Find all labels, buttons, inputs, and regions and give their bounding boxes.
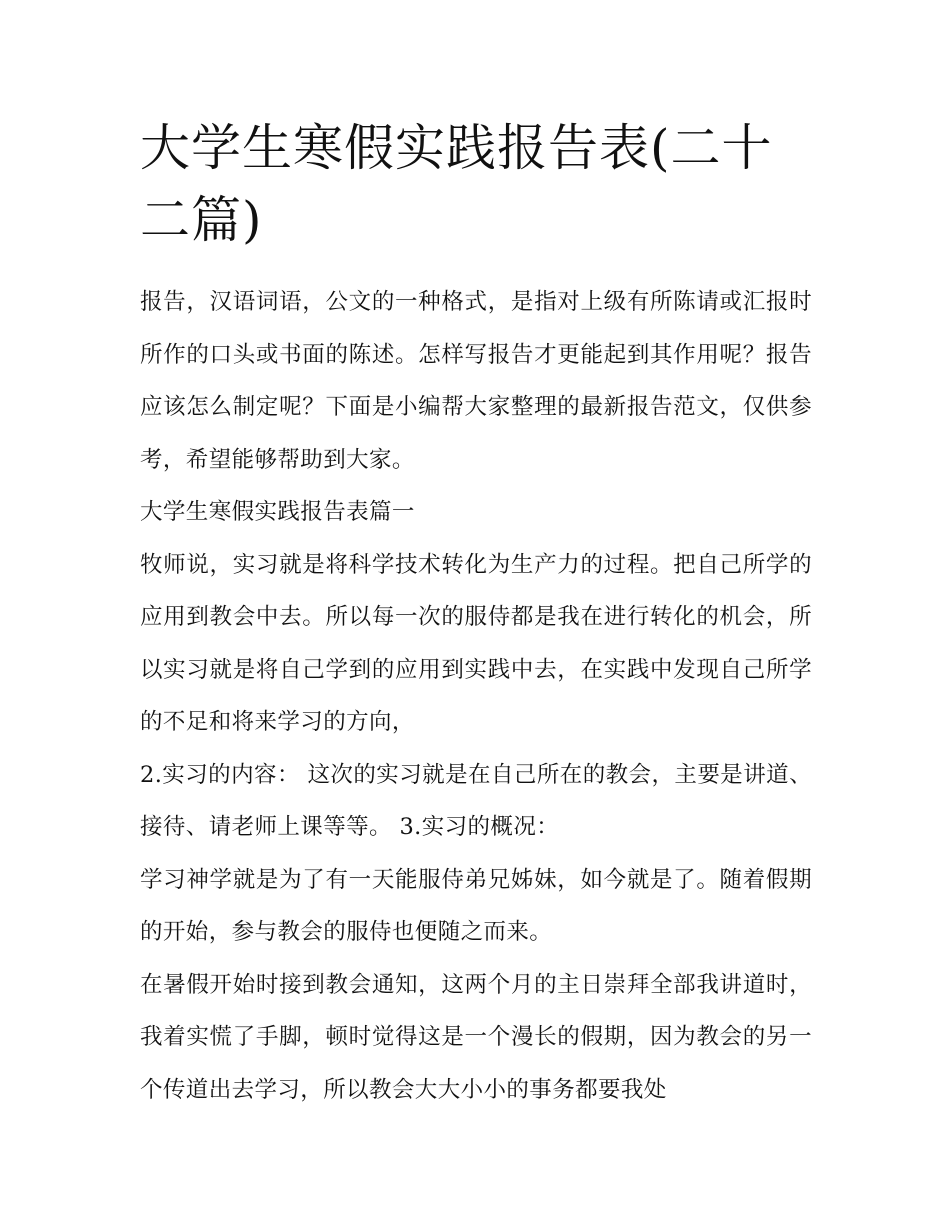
section-heading: 大学生寒假实践报告表篇一 bbox=[140, 499, 415, 525]
intro-paragraph: 报告，汉语词语，公文的一种格式，是指对上级有所陈请或汇报时所作的口头或书面的陈述。怎样写报告才更能起到其作用呢？报告应该怎么制定呢？下面是小编帮大家整理的最新报告范文，仅供参考，希望能够帮助到大家。 bbox=[140, 289, 812, 473]
body-paragraph: 2.实习的内容： 这次的实习就是在自己所在的教会，主要是讲道、接待、请老师上课等等。 3.实习的概况： bbox=[140, 761, 812, 840]
body-paragraph: 牧师说，实习就是将科学技术转化为生产力的过程。把自己所学的应用到教会中去。所以每一次的服侍都是我在进行转化的机会，所以实习就是将自己学到的应用到实践中去，在实践中发现自己所学的不足和将来学习的方向， bbox=[140, 551, 812, 735]
body-paragraph: 在暑假开始时接到教会通知，这两个月的主日崇拜全部我讲道时，我着实慌了手脚，顿时觉得这是一个漫长的假期，因为教会的另一个传道出去学习，所以教会大大小小的事务都要我处 bbox=[140, 971, 812, 1103]
document-content bbox=[140, 112, 812, 1116]
document-body bbox=[140, 276, 812, 1116]
document-title: 大学生寒假实践报告表(二十二篇) bbox=[140, 119, 773, 249]
body-paragraph: 学习神学就是为了有一天能服侍弟兄姊妹，如今就是了。随着假期的开始，参与教会的服侍也便随之而来。 bbox=[140, 866, 812, 945]
